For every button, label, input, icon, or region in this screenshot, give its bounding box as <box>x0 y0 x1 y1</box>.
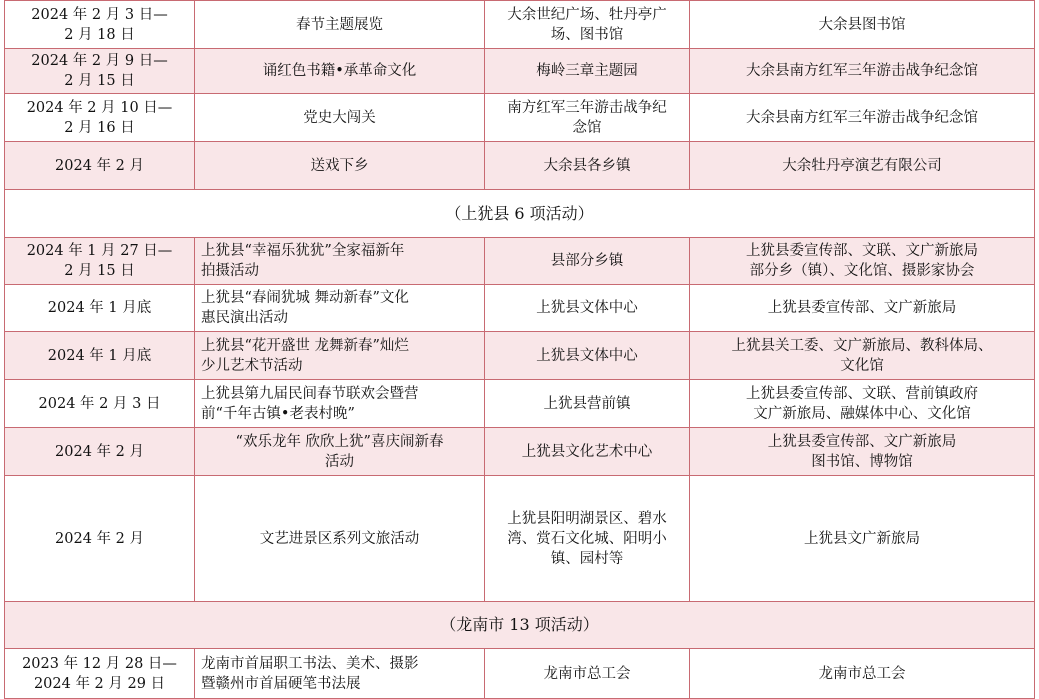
date-cell: 2024 年 2 月 3 日— 2 月 18 日 <box>5 1 195 49</box>
organizer-cell: 大余牡丹亭演艺有限公司 <box>690 142 1035 190</box>
activity-name-cell: 龙南市首届职工书法、美术、摄影 暨赣州市首届硬笔书法展 <box>195 649 485 699</box>
organizer-cell: 大余县图书馆 <box>690 1 1035 49</box>
organizer-cell: 大余县南方红军三年游击战争纪念馆 <box>690 94 1035 142</box>
activity-name-cell: 上犹县“幸福乐犹犹”全家福新年 拍摄活动 <box>195 238 485 285</box>
organizer-cell: 大余县南方红军三年游击战争纪念馆 <box>690 49 1035 94</box>
section-header-row <box>5 190 1035 238</box>
date-cell: 2024 年 2 月 <box>5 142 195 190</box>
organizer-cell: 上犹县委宣传部、文联、文广新旅局 部分乡（镇）、文化馆、摄影家协会 <box>690 238 1035 285</box>
location-cell: 南方红军三年游击战争纪 念馆 <box>485 94 690 142</box>
date-cell: 2024 年 2 月 <box>5 428 195 476</box>
activity-name-cell: 送戏下乡 <box>195 142 485 190</box>
activity-name-cell: “欢乐龙年 欣欣上犹”喜庆闹新春 活动 <box>195 428 485 476</box>
location-cell: 大余县各乡镇 <box>485 142 690 190</box>
organizer-cell: 上犹县委宣传部、文联、营前镇政府 文广新旅局、融媒体中心、文化馆 <box>690 380 1035 428</box>
table-row <box>5 49 1035 94</box>
table-row <box>5 476 1035 602</box>
date-cell: 2024 年 2 月 10 日— 2 月 16 日 <box>5 94 195 142</box>
organizer-cell: 上犹县文广新旅局 <box>690 476 1035 602</box>
table-row <box>5 238 1035 285</box>
organizer-cell: 上犹县委宣传部、文广新旅局 <box>690 285 1035 332</box>
activity-name-cell: 上犹县“花开盛世 龙舞新春”灿烂 少儿艺术节活动 <box>195 332 485 380</box>
location-cell: 龙南市总工会 <box>485 649 690 699</box>
organizer-cell: 龙南市总工会 <box>690 649 1035 699</box>
activity-name-cell: 党史大闯关 <box>195 94 485 142</box>
location-cell: 上犹县文体中心 <box>485 285 690 332</box>
location-cell: 梅岭三章主题园 <box>485 49 690 94</box>
activity-table-body <box>5 1 1035 699</box>
activity-name-cell: 诵红色书籍•承革命文化 <box>195 49 485 94</box>
table-row <box>5 332 1035 380</box>
location-cell: 上犹县文化艺术中心 <box>485 428 690 476</box>
date-cell: 2024 年 2 月 9 日— 2 月 15 日 <box>5 49 195 94</box>
activity-name-cell: 上犹县“春闹犹城 舞动新春”文化 惠民演出活动 <box>195 285 485 332</box>
activity-name-cell: 上犹县第九届民间春节联欢会暨营 前“千年古镇•老表村晚” <box>195 380 485 428</box>
table-row <box>5 1 1035 49</box>
section-header-row <box>5 602 1035 649</box>
date-cell: 2024 年 1 月 27 日— 2 月 15 日 <box>5 238 195 285</box>
section-title: （上犹县 6 项活动） <box>5 190 1035 238</box>
organizer-cell: 上犹县委宣传部、文广新旅局 图书馆、博物馆 <box>690 428 1035 476</box>
activity-table <box>4 0 1035 699</box>
date-cell: 2024 年 1 月底 <box>5 332 195 380</box>
location-cell: 上犹县阳明湖景区、碧水 湾、赏石文化城、阳明小 镇、园村等 <box>485 476 690 602</box>
table-row <box>5 380 1035 428</box>
date-cell: 2024 年 2 月 3 日 <box>5 380 195 428</box>
location-cell: 县部分乡镇 <box>485 238 690 285</box>
table-row <box>5 428 1035 476</box>
date-cell: 2024 年 1 月底 <box>5 285 195 332</box>
date-cell: 2024 年 2 月 <box>5 476 195 602</box>
section-title: （龙南市 13 项活动） <box>5 602 1035 649</box>
table-row <box>5 285 1035 332</box>
activity-name-cell: 文艺进景区系列文旅活动 <box>195 476 485 602</box>
location-cell: 上犹县营前镇 <box>485 380 690 428</box>
table-row <box>5 142 1035 190</box>
organizer-cell: 上犹县关工委、文广新旅局、教科体局、 文化馆 <box>690 332 1035 380</box>
location-cell: 上犹县文体中心 <box>485 332 690 380</box>
activity-name-cell: 春节主题展览 <box>195 1 485 49</box>
location-cell: 大余世纪广场、牡丹亭广 场、图书馆 <box>485 1 690 49</box>
table-row <box>5 94 1035 142</box>
date-cell: 2023 年 12 月 28 日— 2024 年 2 月 29 日 <box>5 649 195 699</box>
